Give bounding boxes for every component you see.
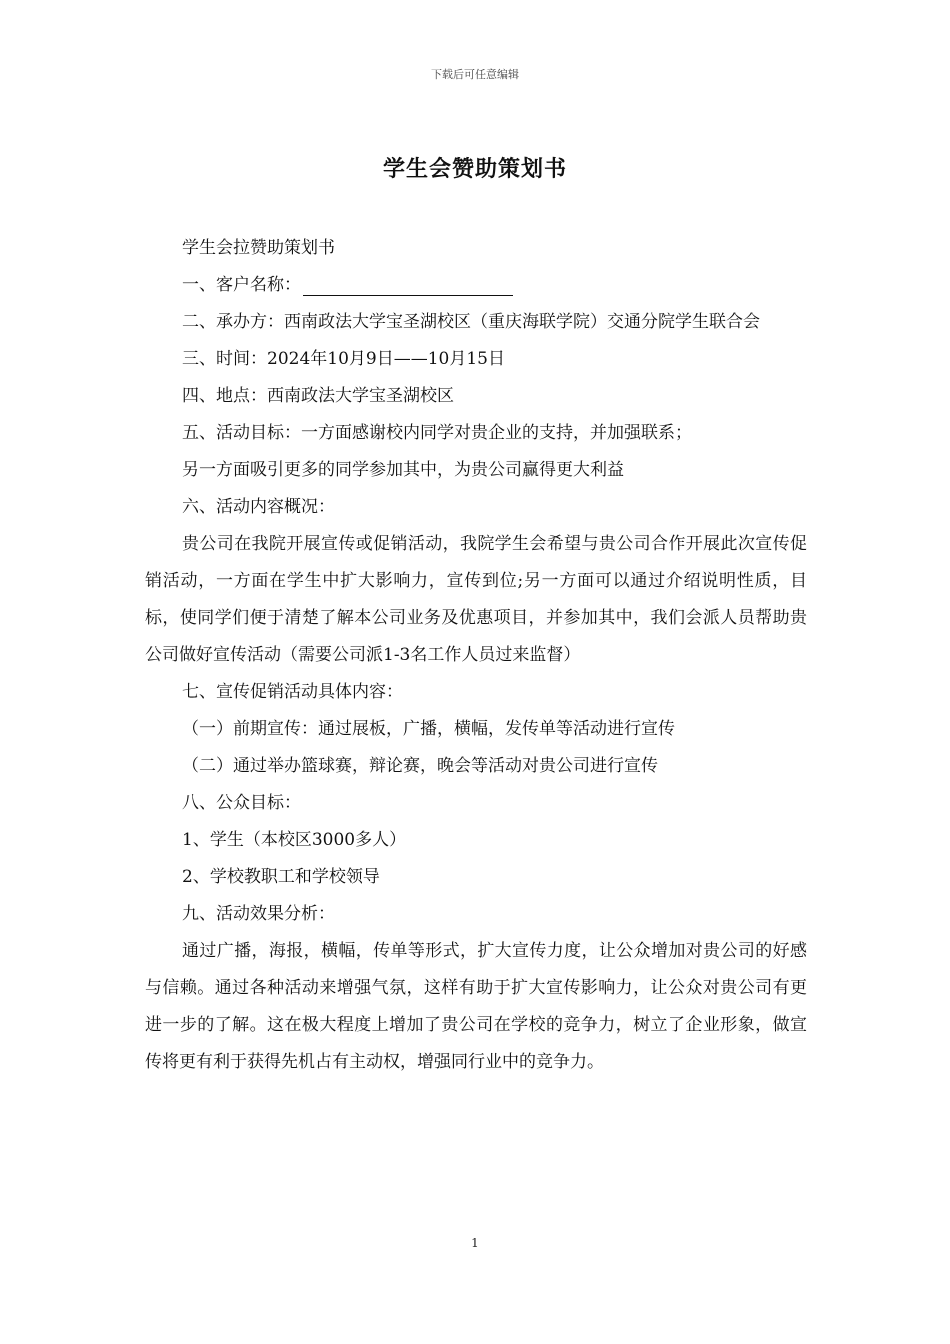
- paragraph-promo-item-1: （一）前期宣传：通过展板，广播，横幅，发传单等活动进行宣传: [182, 719, 675, 739]
- client-name-blank: [303, 275, 513, 296]
- client-name-label: 一、客户名称：: [182, 275, 301, 295]
- page-number: 1: [471, 1236, 479, 1250]
- paragraph-effect-body: 通过广播，海报，横幅，传单等形式，扩大宣传力度，让公众增加对贵公司的好感与信赖。通过各种活动来增强气氛，这样有助于扩大宣传影响力，让公众对贵公司有更进一步的了解。这在极大程度上增加了贵公司在学校的竞争力，树立了企业形象，做宣传将更有利于获得先机占有主动权，增强同行业中的竞争力。: [145, 941, 807, 1072]
- document-body: [145, 230, 807, 1081]
- paragraph-effect-heading: 九、活动效果分析：: [182, 904, 335, 924]
- paragraph-location: 四、地点：西南政法大学宝圣湖校区: [182, 386, 454, 406]
- paragraph-audience-item-1: 1、学生（本校区3000多人）: [182, 830, 407, 850]
- paragraph-goal-continued: 另一方面吸引更多的同学参加其中，为贵公司赢得更大利益: [182, 460, 624, 480]
- paragraph-time: 三、时间：2024年10月9日——10月15日: [182, 349, 505, 369]
- paragraph-client-name: [145, 267, 807, 304]
- paragraph-promo-heading: 七、宣传促销活动具体内容：: [182, 682, 403, 702]
- paragraph-promo-item-2: （二）通过举办篮球赛，辩论赛，晚会等活动对贵公司进行宣传: [182, 756, 658, 776]
- paragraph-content-body: 贵公司在我院开展宣传或促销活动，我院学生会希望与贵公司合作开展此次宣传促销活动，一方面在学生中扩大影响力，宣传到位;另一方面可以通过介绍说明性质，目标，使同学们便于清楚了解本公司业务及优惠项目，并参加其中，我们会派人员帮助贵公司做好宣传活动（需要公司派1-3名工作人员过来监督）: [145, 534, 807, 665]
- page-header-note: 下载后可任意编辑: [431, 68, 519, 81]
- paragraph-audience-item-2: 2、学校教职工和学校领导: [182, 867, 380, 887]
- paragraph-audience-heading: 八、公众目标：: [182, 793, 301, 813]
- document-title: 学生会赞助策划书: [382, 156, 567, 182]
- paragraph-subtitle: 学生会拉赞助策划书: [182, 238, 335, 258]
- paragraph-goal: 五、活动目标：一方面感谢校内同学对贵企业的支持，并加强联系；: [182, 423, 692, 443]
- paragraph-organizer: 二、承办方：西南政法大学宝圣湖校区（重庆海联学院）交通分院学生联合会: [182, 312, 760, 332]
- paragraph-content-heading: 六、活动内容概况：: [182, 497, 335, 517]
